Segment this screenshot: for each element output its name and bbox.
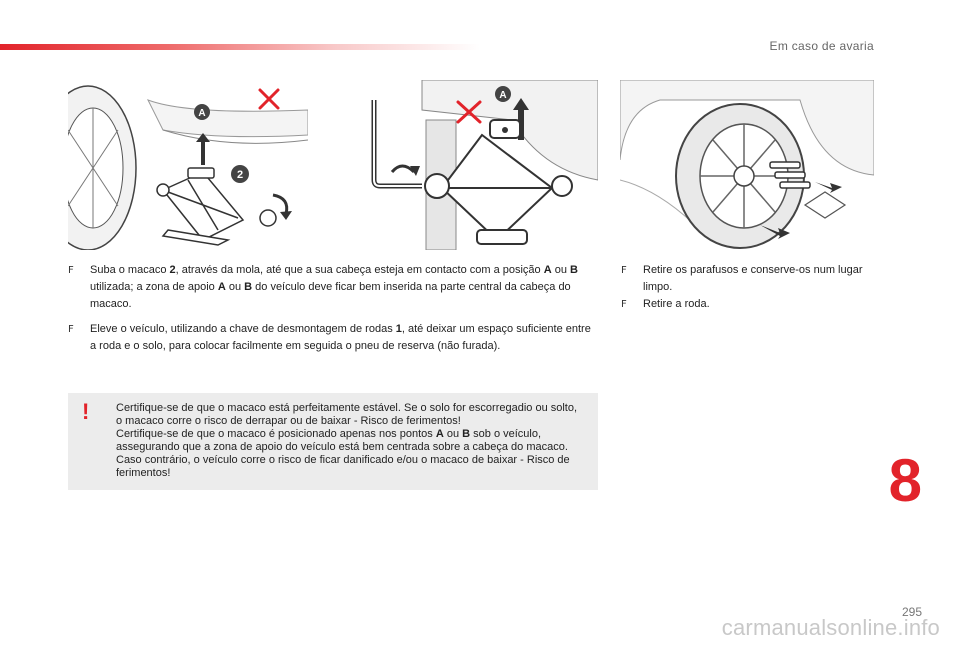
list-item: F Retire a roda. (621, 296, 871, 313)
page-number: 295 (901, 605, 922, 619)
list-item: F Retire os parafusos e conserve-os num lugar limpo. (621, 264, 863, 293)
warning-icon: ! (82, 399, 90, 424)
illustration-remove-wheel (620, 80, 874, 250)
bullet-marker: F (68, 265, 74, 276)
section-title: Em caso de avaria (769, 39, 874, 53)
label-2: 2 (236, 169, 244, 181)
list-item: F Suba o macaco 2, através da mola, até que a sua cabeça esteja em contacto com a posição A ou B utilizada; a zona de apoio A ou B do veículo deve ficar bem inserida na parte central da cabeça do macaco. (68, 264, 578, 310)
chapter-number: 8 (888, 447, 922, 514)
bullet-marker: F (621, 299, 627, 310)
warning-box (68, 393, 598, 490)
watermark-text[interactable]: carmanualsonline.info (721, 615, 940, 640)
bullet-marker: F (68, 324, 74, 335)
warning-text (116, 402, 586, 480)
instructions-right (621, 262, 871, 313)
warning-paragraph: Certifique-se de que o macaco está perfeitamente estável. Se o solo for escorregadio ou solto, o macaco corre o risco de derrapar ou de baixar - Risco de ferimentos! (116, 402, 578, 427)
label-a-closeup: A (499, 90, 507, 101)
bullet-marker: F (621, 265, 627, 276)
illustration-jack-close-up (362, 80, 598, 250)
warning-paragraph: Certifique-se de que o macaco é posicionado apenas nos pontos A ou B sob o veículo, assegurando que a zona de apoio do veículo está bem centrada sobre a cabeça do macaco. Caso contrário, o veículo corre o risco de ficar danificado e/ou o macaco de baixar - Risco de ferimentos! (116, 428, 570, 479)
instructions-left (68, 262, 598, 363)
illustration-jack-under-sill (68, 80, 308, 250)
list-item: F Eleve o veículo, utilizando a chave de desmontagem de rodas 1, até deixar um espaço suficiente entre a roda e o solo, para colocar facilmente em seguida o pneu de reserva (não furada). (68, 323, 591, 352)
header-accent-bar (0, 44, 480, 50)
label-a: A (198, 108, 206, 119)
